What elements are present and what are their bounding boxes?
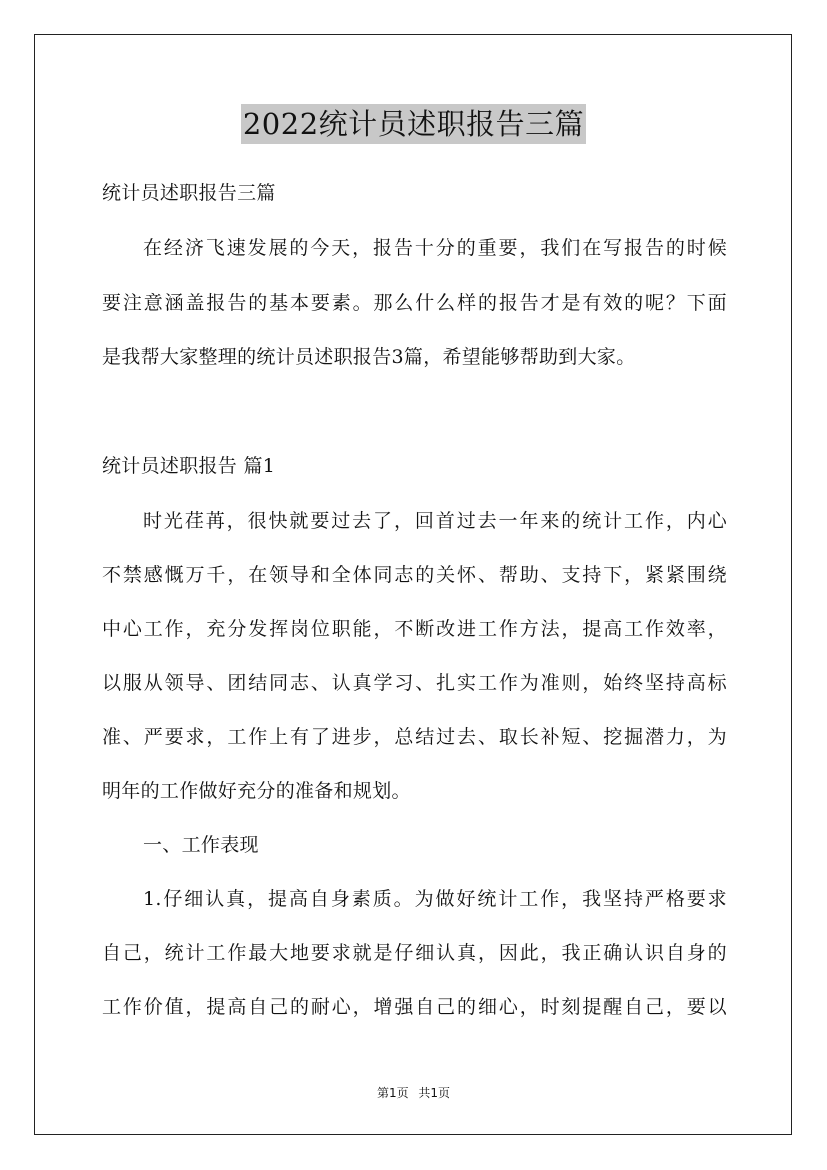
section1-line-6: 明年的工作做好充分的准备和规划。 (102, 780, 411, 802)
section1-line-1: 时光荏苒，很快就要过去了，回首过去一年来的统计工作，内心 (143, 510, 727, 532)
document-title: 2022统计员述职报告三篇 (241, 104, 586, 144)
intro-line-1: 在经济飞速发展的今天，报告十分的重要，我们在写报告的时候 (143, 237, 727, 259)
main-heading: 统计员述职报告三篇 (102, 182, 276, 204)
subheading-work-performance: 一、工作表现 (143, 834, 259, 856)
intro-line-2: 要注意涵盖报告的基本要素。那么什么样的报告才是有效的呢？下面 (102, 292, 727, 314)
section1-line-2: 不禁感慨万千，在领导和全体同志的关怀、帮助、支持下，紧紧围绕 (102, 564, 727, 586)
point1-line-2: 自己，统计工作最大地要求就是仔细认真，因此，我正确认识自身的 (102, 942, 727, 964)
page-footer (0, 1084, 827, 1101)
intro-line-3: 是我帮大家整理的统计员述职报告3篇，希望能够帮助到大家。 (102, 346, 636, 368)
page-number: 第1页 (376, 1086, 409, 1100)
title-container (0, 104, 827, 144)
section1-line-3: 中心工作，充分发挥岗位职能，不断改进工作方法，提高工作效率， (102, 618, 727, 640)
section1-line-5: 准、严要求，工作上有了进步，总结过去、取长补短、挖掘潜力，为 (102, 726, 727, 748)
point1-line-1: 1.仔细认真，提高自身素质。为做好统计工作，我坚持严格要求 (143, 888, 727, 910)
section1-line-4: 以服从领导、团结同志、认真学习、扎实工作为准则，始终坚持高标 (102, 672, 727, 694)
point1-line-3: 工作价值，提高自己的耐心，增强自己的细心，时刻提醒自己，要以 (102, 996, 727, 1018)
section1-heading: 统计员述职报告 篇1 (102, 455, 276, 477)
page-total: 共1页 (418, 1086, 451, 1100)
